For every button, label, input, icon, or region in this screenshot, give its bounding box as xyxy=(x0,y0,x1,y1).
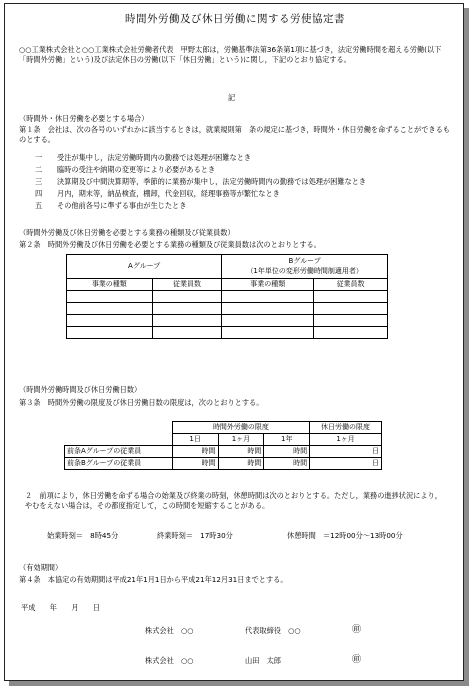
sec1-item-1: 一 受注が集中し，法定労働時間内の勤務では処理が困難なとき xyxy=(35,153,252,162)
col-1month-holiday: 1ヶ月 xyxy=(310,434,382,446)
row-group-a: 前条Aグループの従業員 xyxy=(65,446,173,458)
ki-heading: 記 xyxy=(228,93,236,102)
sec3-heading: （時間外労働時間及び休日労働日数） xyxy=(19,385,142,394)
start-time: 始業時刻＝ 8時45分 xyxy=(47,531,119,540)
limit-table xyxy=(64,421,382,470)
group-b-header: Bグループ （1年単位の変形労働時間制適用者） xyxy=(222,255,388,279)
overtime-limit-header: 時間外労働の限度 xyxy=(172,422,309,434)
col-1day: 1日 xyxy=(172,434,218,446)
intro-paragraph: ○○工業株式会社と○○工業株式会社労働者代表 甲野太郎は，労働基準法第36条第1項に基づき，法定労働時間を超える労働(以下「時間外労働」という)及び法定休日の労働(以下「休日労働」という)に関し，下記のとおり協定する。 xyxy=(19,45,442,64)
group-a-header: Aグループ xyxy=(67,255,222,279)
sec3-para2: ２ 前項により，休日労働を命ずる場合の始業及び終業の時刻，休憩時間は次のとおりとする。ただし，業務の進捗状況により，やむをえない場合は，その都度指定して，この時間を短縮することがある。 xyxy=(25,491,442,510)
document-title: 時間外労働及び休日労働に関する労使協定書 xyxy=(125,13,345,25)
row-group-b: 前条Bグループの従業員 xyxy=(65,458,173,470)
col-1month: 1ヶ月 xyxy=(218,434,264,446)
document-page xyxy=(4,3,464,681)
sec1-heading: （時間外・休日労働を必要とする場合） xyxy=(19,114,149,123)
end-time: 終業時刻＝ 17時30分 xyxy=(157,531,233,540)
sec4-text: 第４条 本協定の有効期間は平成21年1月1日から平成21年12月31日までとする。 xyxy=(19,575,288,584)
seal-icon: ㊞ xyxy=(352,625,362,635)
sec1-item-2: 二 臨時の受注や納期の変更等により必要があるとき xyxy=(35,165,216,174)
sign1-role: 代表取締役 ○○ xyxy=(245,626,301,635)
col-employee-count-a: 従業員数 xyxy=(152,279,222,291)
col-business-type-a: 事業の種類 xyxy=(67,279,153,291)
table-row: 前条Bグループの従業員 時間 時間 時間 日 xyxy=(65,458,382,470)
sec2-heading: （時間外労働及び休日労働を必要とする業務の種類及び従業員数） xyxy=(19,228,235,237)
table-row xyxy=(67,315,388,327)
break-time: 休憩時間 ＝12時00分～13時00分 xyxy=(287,531,403,540)
sec1-item-5: 五 その他前各号に準ずる事由が生じたとき xyxy=(35,201,187,210)
sec1-item-3: 三 決算期及び中間決算期等，季節的に業務が集中し，法定労働時間内の勤務では処理が困難なとき xyxy=(35,177,367,186)
sec4-heading: （有効期間） xyxy=(19,563,63,572)
sec2-text: 第２条 時間外労働及び休日労働を必要とする業務の種類及び従業員数は次のとおりとする。 xyxy=(19,240,321,249)
page-shadow-bottom xyxy=(9,681,469,686)
sec1-item-4: 四 月内，期末等，納品検査，棚卸，代金回収，経理事務等が繁忙なとき xyxy=(35,189,280,198)
sign1-company: 株式会社 ○○ xyxy=(145,626,194,635)
sign2-company: 株式会社 ○○ xyxy=(145,656,194,665)
col-business-type-b: 事業の種類 xyxy=(222,279,314,291)
date-line: 平成 年 月 日 xyxy=(21,603,101,612)
table-row xyxy=(67,327,388,339)
seal-icon: ㊞ xyxy=(352,655,362,665)
sec1-text: 第１条 会社は、次の各号のいずれかに該当するときは，就業規則第 条の規定に基づき，時間外・休日労働を命ずることができるものとする。 xyxy=(19,125,450,144)
col-employee-count-b: 従業員数 xyxy=(314,279,388,291)
table-row: 前条Aグループの従業員 時間 時間 時間 日 xyxy=(65,446,382,458)
sign2-name: 山田 太郎 xyxy=(245,656,281,665)
business-type-table xyxy=(66,254,388,339)
table-row xyxy=(67,291,388,303)
holiday-limit-header: 休日労働の限度 xyxy=(310,422,382,434)
page-shadow-right xyxy=(464,8,469,686)
table-row xyxy=(67,303,388,315)
sec3-text: 第３条 時間外労働の限度及び休日労働日数の限度は，次のとおりとする。 xyxy=(19,398,264,407)
col-1year: 1年 xyxy=(264,434,310,446)
